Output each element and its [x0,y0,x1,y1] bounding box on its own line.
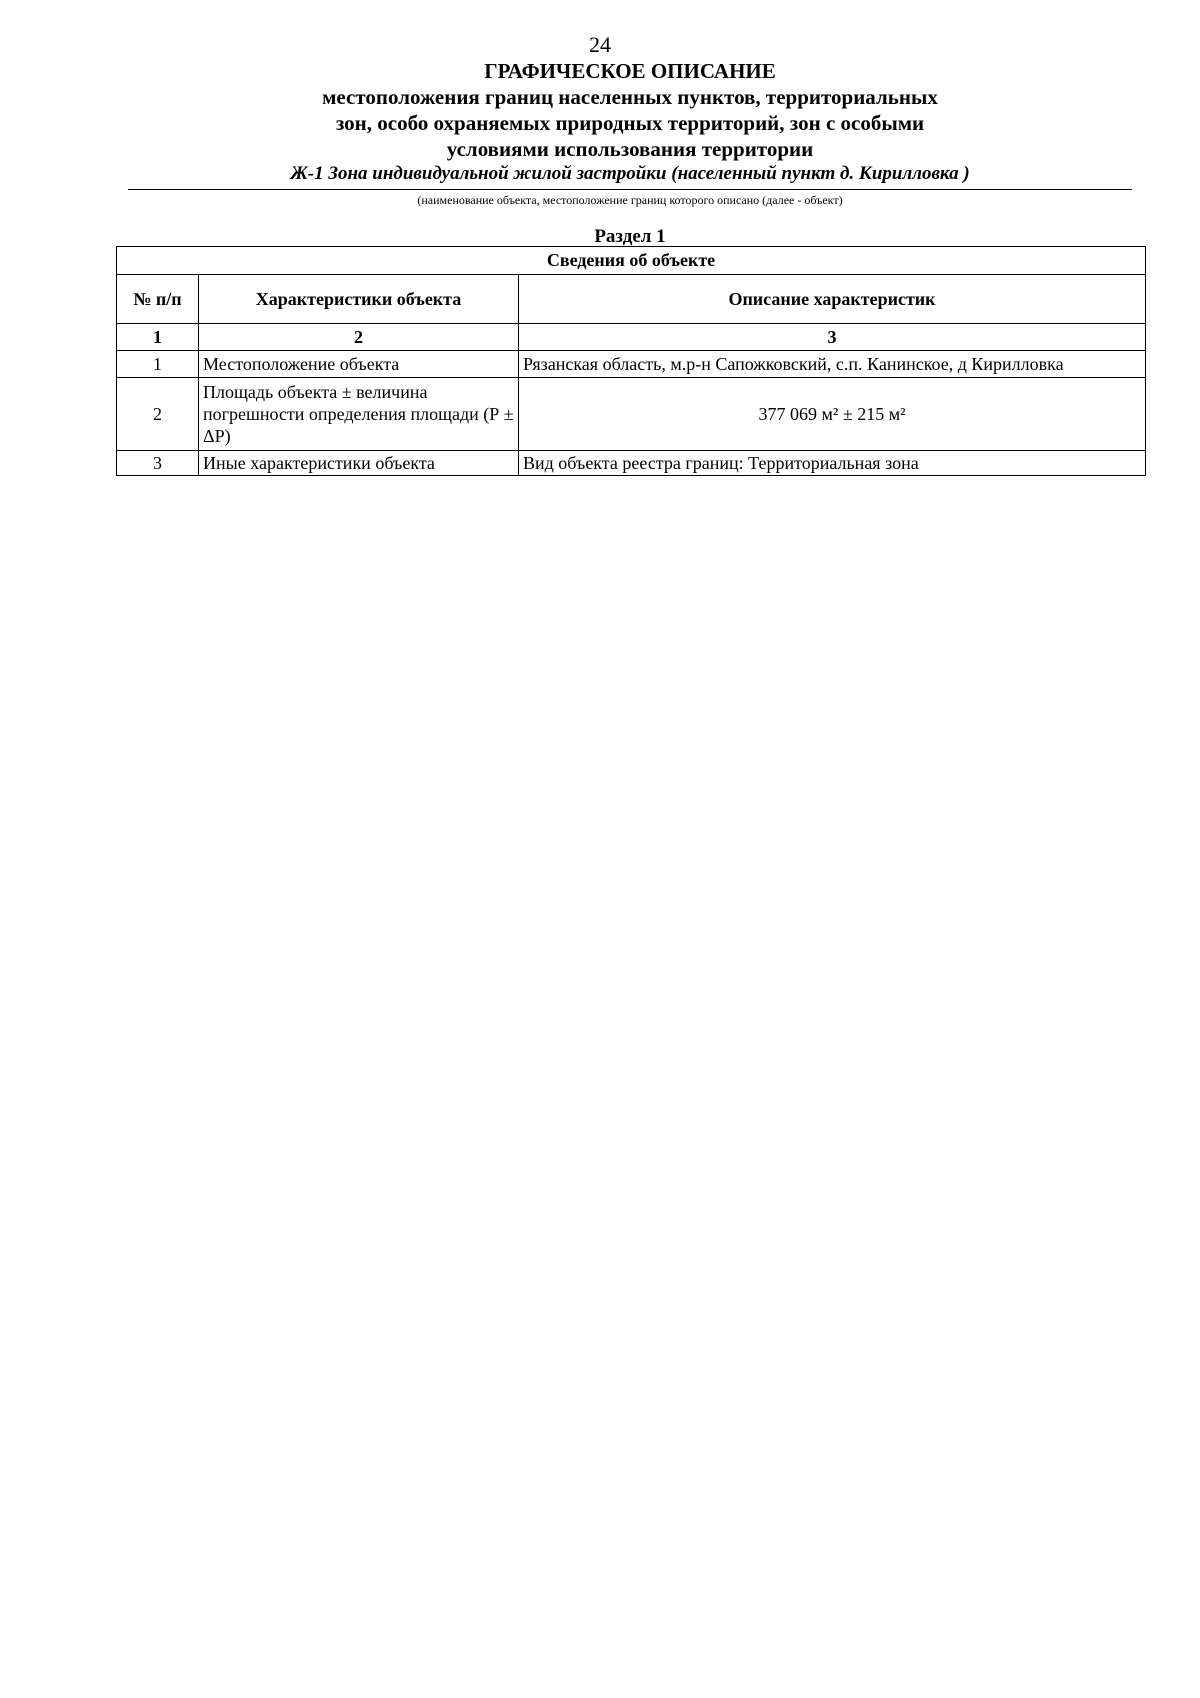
table-row [117,351,1146,378]
row-characteristic: Площадь объекта ± величина погрешности определения площади (Р ± ΔР) [199,378,519,451]
title-line-1: ГРАФИЧЕСКОЕ ОПИСАНИЕ [484,59,776,83]
row-num: 2 [117,378,199,451]
title-line-4: условиями использования территории [446,137,814,161]
table-caption: Сведения об объекте [117,247,1146,275]
header-characteristic: Характеристики объекта [199,275,519,324]
table-header-row [117,275,1146,324]
object-info-table [116,246,1146,476]
row-description: 377 069 м² ± 215 м² [519,378,1146,451]
row-characteristic: Местоположение объекта [199,351,519,378]
section-title: Раздел 1 [594,226,666,247]
row-num: 3 [117,451,199,476]
column-number: 1 [117,324,199,351]
title-line-2: местоположения границ населенных пунктов, территориальных [322,85,938,109]
table-row [117,451,1146,476]
column-number: 2 [199,324,519,351]
row-description: Рязанская область, м.р-н Сапожковский, с.п. Канинское, д Кирилловка [519,351,1146,378]
table-caption-row [117,247,1146,275]
title-line-3: зон, особо охраняемых природных территорий, зон с особыми [335,111,925,135]
object-name-underline [128,189,1132,190]
row-characteristic: Иные характеристики объекта [199,451,519,476]
row-num: 1 [117,351,199,378]
column-numbers-row [117,324,1146,351]
row-description: Вид объекта реестра границ: Территориальная зона [519,451,1146,476]
document-title [0,58,1200,162]
header-num: № п/п [117,275,199,324]
object-caption: (наименование объекта, местоположение границ которого описано (далее - объект) [417,193,843,207]
object-name: Ж-1 Зона индивидуальной жилой застройки (населенный пункт д. Кирилловка ) [290,163,970,184]
page-number: 24 [589,32,611,57]
header-description: Описание характеристик [519,275,1146,324]
table-row [117,378,1146,451]
column-number: 3 [519,324,1146,351]
